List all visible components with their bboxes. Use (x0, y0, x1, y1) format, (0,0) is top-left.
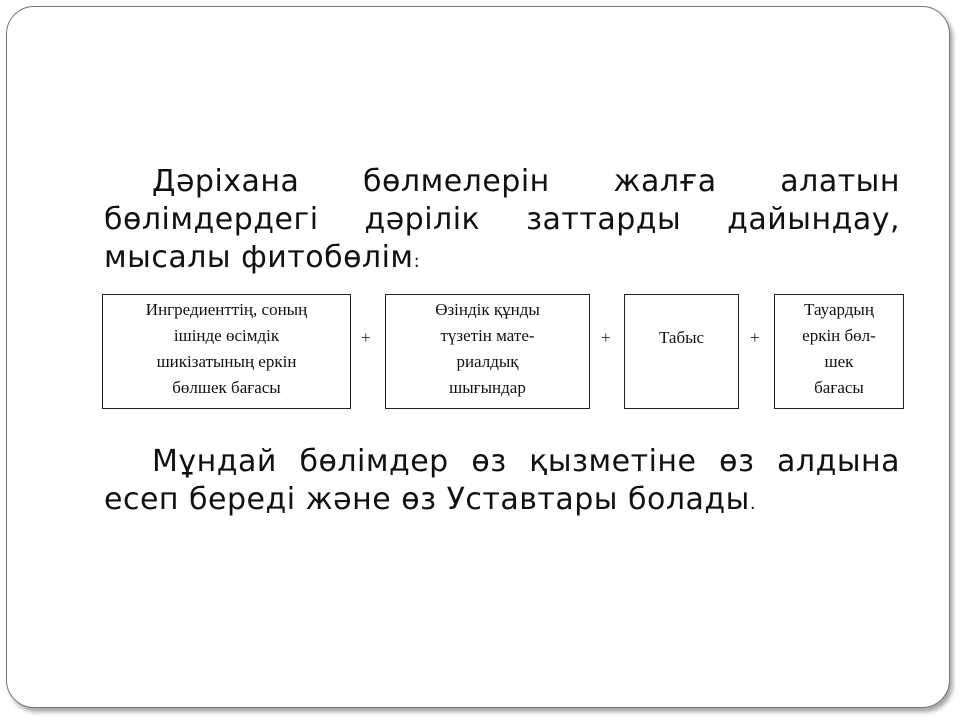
paragraph-2-end-mark: . (749, 493, 757, 514)
formula-box-4-line: бағасы (814, 378, 864, 397)
formula-box-2-line: түзетін мате- (440, 326, 535, 345)
paragraph-1-end-mark: : (413, 251, 421, 272)
formula-box-4-line: шек (824, 352, 854, 371)
formula-box-2-line: шығындар (449, 378, 526, 397)
plus-operator: + (361, 328, 371, 347)
formula-box-3-line: Табыс (658, 328, 705, 347)
formula-box-1-line: шикізатының еркін (156, 352, 297, 371)
plus-operator: + (750, 328, 760, 347)
formula-box-material-costs (385, 294, 590, 409)
formula-box-2-line: риалдық (456, 352, 519, 371)
paragraph-departments-report (104, 443, 900, 523)
formula-box-2-line: Өзіндік құнды (435, 300, 540, 319)
formula-box-retail-price (774, 294, 904, 409)
formula-box-1-line: Ингредиенттің, соның (145, 300, 308, 319)
price-formula (102, 294, 904, 411)
formula-box-profit (624, 294, 739, 409)
plus-operator: + (601, 328, 611, 347)
paragraph-1-text: Дәріхана бөлмелерін жалға алатын бөлімдердегі дәрілік заттарды дайындау, мысалы фитобөлім (104, 164, 900, 275)
formula-box-ingredient-price (102, 294, 351, 409)
formula-box-1-line: ішінде өсімдік (173, 326, 280, 345)
formula-box-4-line: Тауардың (804, 300, 874, 319)
formula-box-4-line: еркін бөл- (802, 326, 876, 345)
formula-box-1-line: бөлшек бағасы (172, 378, 281, 397)
paragraph-pharmacy-departments (104, 163, 900, 281)
paragraph-2-text: Мұндай бөлімдер өз қызметіне өз алдына есеп береді және өз Уставтары болады (104, 444, 900, 517)
